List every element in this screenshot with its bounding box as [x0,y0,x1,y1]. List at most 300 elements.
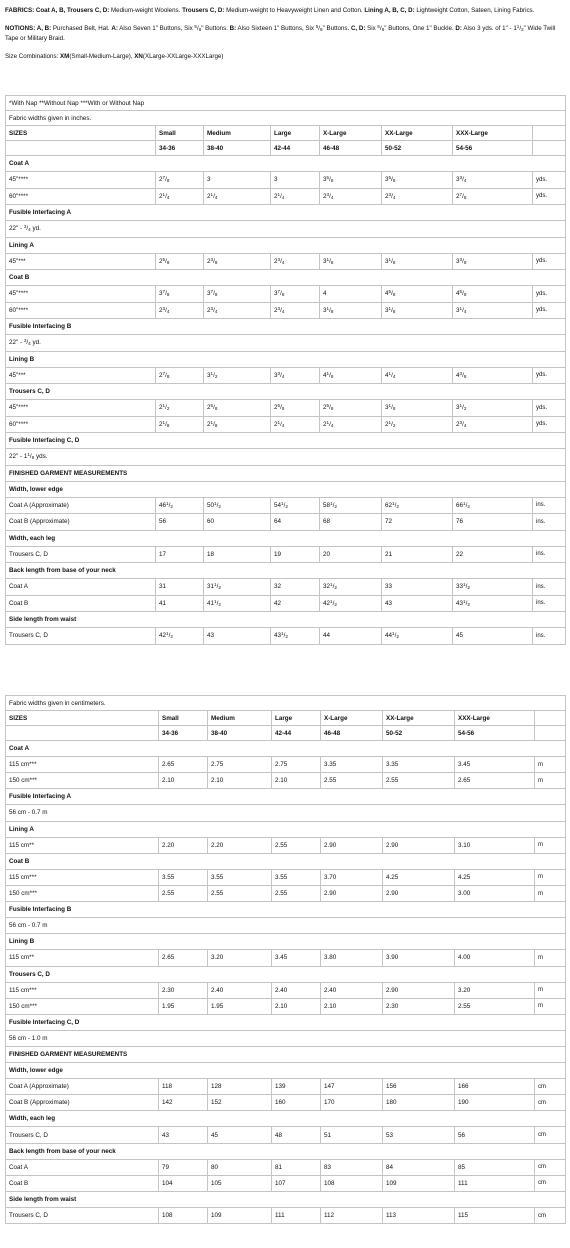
section-row [6,530,566,546]
interfacing-amount: 56 cm - 1.0 m [6,1030,566,1046]
row-label: 60"**** [6,188,156,205]
size-value: 80 [208,1159,272,1175]
table-row [6,400,566,417]
size-value: 3.35 [383,757,455,773]
size-value: $3^5/_8$ [382,172,453,189]
table-row [6,869,566,885]
size-value: 48 [272,1127,321,1143]
size-range: 54-56 [453,141,533,156]
unit-label: yds. [533,188,566,205]
note-row [6,1030,566,1046]
size-value: $2^5/_8$ [320,400,382,417]
sizes-range-row [6,141,566,156]
size-value: 3.45 [272,950,321,966]
notions-note: NOTIONS: A, B: Purchased Belt, Hat. A: Also Seven 1" Buttons, Six $^5/_8$" Buttons. B: Also Sixteen 1" Buttons, Six $^5/_8$" Buttons. C, D: Six $^5/_8$" Buttons, One 1" Buckle. D: Also 3 yds. of 1" - $1^1/_2$" Wide Twill Tape or Military Braid. [5,24,556,42]
size-value: 2.55 [208,885,272,901]
size-value: 68 [320,514,382,531]
size-value: $4^1/_8$ [320,367,382,384]
size-value: 1.95 [159,998,208,1014]
caption-row [6,111,566,126]
row-label: 150 cm*** [6,773,159,789]
section-row [6,1014,566,1030]
unit-label: cm [535,1208,566,1224]
row-label: 115 cm*** [6,757,159,773]
size-value: 139 [272,1079,321,1095]
size-value: $44^1/_2$ [382,628,453,645]
table-row [6,950,566,966]
size-name: Medium [208,711,272,726]
size-value: 2.20 [159,837,208,853]
size-range: 38-40 [204,141,271,156]
row-label: Coat B [6,1175,159,1191]
table-row [6,773,566,789]
size-value: $3^7/_8$ [156,286,204,303]
table-row [6,1208,566,1224]
yardage-table-inches [5,95,566,645]
table-row [6,286,566,303]
row-label: Coat A [6,1159,159,1175]
size-value: 19 [271,546,320,563]
size-value: $2^7/_8$ [453,188,533,205]
unit-label: yds. [533,253,566,270]
size-name: X-Large [321,711,383,726]
size-value: 85 [455,1159,535,1175]
size-value: 21 [382,546,453,563]
size-value: 118 [159,1079,208,1095]
size-value: 3.70 [321,869,383,885]
size-value: $33^1/_2$ [453,579,533,596]
size-value: $2^1/_8$ [204,416,271,433]
section-row [6,612,566,628]
section-row [6,902,566,918]
size-value: 43 [382,595,453,612]
table-row [6,837,566,853]
size-value: 2.10 [321,998,383,1014]
size-value: 22 [453,546,533,563]
section-heading: Coat A [6,741,566,757]
section-heading: Width, each leg [6,530,566,546]
table-row [6,982,566,998]
row-label: Coat B [6,595,156,612]
size-value: 107 [272,1175,321,1191]
row-label: 45"**** [6,286,156,303]
size-value: 108 [159,1208,208,1224]
row-label: Coat A (Approximate) [6,1079,159,1095]
unit-label: m [535,950,566,966]
size-value: 3.80 [321,950,383,966]
range-label-cell [6,726,159,741]
size-value: 147 [321,1079,383,1095]
unit-label: yds. [533,302,566,319]
size-value: 3.10 [455,837,535,853]
size-value: $2^5/_8$ [156,253,204,270]
row-label: 60"**** [6,416,156,433]
size-value: 32 [271,579,320,596]
section-row [6,1063,566,1079]
section-heading: Fusible Interfacing C, D [6,1014,566,1030]
section-row [6,966,566,982]
section-row [6,351,566,367]
table-row [6,1127,566,1143]
section-heading: Lining B [6,351,566,367]
unit-label: ins. [533,546,566,563]
table-row [6,579,566,596]
table-row [6,1159,566,1175]
legend-row [6,96,566,111]
unit-label: yds. [533,286,566,303]
table-row [6,416,566,433]
section-heading: Coat A [6,156,566,172]
size-value: 142 [159,1095,208,1111]
section-heading: Lining A [6,821,566,837]
size-value: 3.55 [208,869,272,885]
size-value: $2^1/_4$ [320,416,382,433]
unit-label: cm [535,1095,566,1111]
size-value: 18 [204,546,271,563]
size-value: $3^1/_2$ [453,400,533,417]
section-row [6,1192,566,1208]
interfacing-amount: 22" - $1^1/_8$ yds. [6,449,566,466]
size-value: $2^1/_4$ [271,188,320,205]
size-value: 160 [272,1095,321,1111]
size-value: 3.00 [455,885,535,901]
size-combinations-note: Size Combinations: XM(Small-Medium-Large), XN(XLarge-XXLarge-XXXLarge) [5,53,224,61]
size-name: Large [271,126,320,141]
header-spacer [535,711,566,726]
size-value: 115 [455,1208,535,1224]
size-value: $2^3/_4$ [320,188,382,205]
unit-label: m [535,837,566,853]
size-value: $43^1/_2$ [453,595,533,612]
interfacing-amount: 22" - $^3/_4$ yd. [6,335,566,352]
size-value: 105 [208,1175,272,1191]
size-value: 4.25 [455,869,535,885]
size-value: 180 [383,1095,455,1111]
table-row [6,302,566,319]
note-row [6,221,566,238]
size-value: 83 [321,1159,383,1175]
size-value: $4^5/_8$ [382,286,453,303]
size-value: 108 [321,1175,383,1191]
size-value: $2^1/_2$ [156,400,204,417]
size-value: 60 [204,514,271,531]
section-heading: Fusible Interfacing B [6,319,566,335]
pattern-notes [5,6,567,71]
size-name: XX-Large [382,126,453,141]
section-row [6,384,566,400]
size-range: 50-52 [383,726,455,741]
size-value: 170 [321,1095,383,1111]
size-value: 31 [156,579,204,596]
row-label: Trousers C, D [6,546,156,563]
size-value: 113 [383,1208,455,1224]
size-value: 2.10 [272,773,321,789]
section-row [6,563,566,579]
size-value: 43 [159,1127,208,1143]
sizes-header: SIZES [6,711,159,726]
unit-label: yds. [533,416,566,433]
row-label: 150 cm*** [6,885,159,901]
unit-label: cm [535,1127,566,1143]
yardage-table-centimeters [5,695,566,1224]
size-value: 45 [453,628,533,645]
section-heading: Side length from waist [6,612,566,628]
size-range: 50-52 [382,141,453,156]
section-heading: Trousers C, D [6,384,566,400]
unit-label: cm [535,1159,566,1175]
section-row [6,934,566,950]
row-label: Trousers C, D [6,1208,159,1224]
size-range: 34-36 [159,726,208,741]
size-value: 2.90 [321,885,383,901]
table-row [6,514,566,531]
size-name: Small [159,711,208,726]
size-range: 46-48 [320,141,382,156]
size-value: $43^1/_2$ [271,628,320,645]
row-label: 45"**** [6,400,156,417]
note-row [6,335,566,352]
table-row [6,1175,566,1191]
unit-label: m [535,885,566,901]
size-value: 111 [272,1208,321,1224]
table-row [6,595,566,612]
unit-label: cm [535,1079,566,1095]
size-value: $2^7/_8$ [156,367,204,384]
note-row [6,918,566,934]
size-value: $2^3/_4$ [156,302,204,319]
section-row [6,481,566,497]
size-value: $58^1/_2$ [320,497,382,514]
size-value: $2^1/_2$ [382,416,453,433]
row-label: Trousers C, D [6,628,156,645]
size-value: 20 [320,546,382,563]
size-value: 3 [271,172,320,189]
size-value: $31^1/_2$ [204,579,271,596]
size-value: 41 [156,595,204,612]
table-row [6,885,566,901]
table-row [6,998,566,1014]
unit-label: m [535,773,566,789]
size-value: $4^1/_4$ [382,367,453,384]
size-name: Medium [204,126,271,141]
size-value: 2.55 [383,773,455,789]
section-heading: Lining B [6,934,566,950]
size-name: XX-Large [383,711,455,726]
section-heading: Side length from waist [6,1192,566,1208]
size-value: $2^3/_8$ [204,253,271,270]
size-value: 190 [455,1095,535,1111]
size-value: $3^1/_8$ [382,253,453,270]
section-row [6,1047,566,1063]
section-row [6,789,566,805]
nap-legend: *With Nap **Without Nap ***With or Without Nap [6,96,566,111]
section-heading: Back length from base of your neck [6,563,566,579]
interfacing-amount: 22" - $^3/_4$ yd. [6,221,566,238]
unit-label: cm [535,1175,566,1191]
size-value: 2.10 [159,773,208,789]
unit-label: ins. [533,514,566,531]
section-heading: Coat B [6,853,566,869]
size-name: Small [156,126,204,141]
size-value: 2.55 [455,998,535,1014]
section-row [6,270,566,286]
size-value: $2^1/_4$ [156,188,204,205]
size-value: $66^1/_2$ [453,497,533,514]
table-row [6,172,566,189]
unit-label: m [535,757,566,773]
size-value: 53 [383,1127,455,1143]
size-value: 56 [455,1127,535,1143]
size-value: 104 [159,1175,208,1191]
size-value: $2^1/_8$ [156,416,204,433]
size-value: $3^1/_8$ [320,302,382,319]
size-value: 42 [271,595,320,612]
size-value: 2.10 [208,773,272,789]
row-label: Coat B (Approximate) [6,514,156,531]
size-range: 54-56 [455,726,535,741]
size-value: 2.55 [272,837,321,853]
table-row [6,497,566,514]
row-label: 45"**** [6,172,156,189]
size-range: 42-44 [271,141,320,156]
section-heading: Fusible Interfacing B [6,902,566,918]
row-label: 45"*** [6,253,156,270]
width-caption: Fabric widths given in inches. [6,111,566,126]
size-value: 3.90 [383,950,455,966]
size-value: $46^1/_2$ [156,497,204,514]
table-row [6,628,566,645]
size-value: $2^1/_4$ [204,188,271,205]
size-value: 17 [156,546,204,563]
size-value: 2.30 [159,982,208,998]
size-value: $3^7/_8$ [271,286,320,303]
size-value: $54^1/_2$ [271,497,320,514]
size-value: 79 [159,1159,208,1175]
range-spacer [533,141,566,156]
sizes-range-row [6,726,566,741]
size-value: $3^1/_8$ [382,302,453,319]
size-value: 111 [455,1175,535,1191]
row-label: 115 cm** [6,837,159,853]
unit-label: yds. [533,172,566,189]
size-value: $3^5/_8$ [320,172,382,189]
size-value: 2.40 [208,982,272,998]
table-row [6,546,566,563]
note-row [6,805,566,821]
size-value: 166 [455,1079,535,1095]
interfacing-amount: 56 cm - 0.7 m [6,918,566,934]
interfacing-amount: 56 cm - 0.7 m [6,805,566,821]
section-row [6,156,566,172]
size-value: 44 [320,628,382,645]
header-spacer [533,126,566,141]
unit-label: ins. [533,497,566,514]
sizes-header-row [6,711,566,726]
size-value: $2^7/_8$ [156,172,204,189]
size-value: 2.40 [272,982,321,998]
unit-label: m [535,982,566,998]
size-value: $3^7/_8$ [204,286,271,303]
size-value: 2.75 [272,757,321,773]
size-value: $41^1/_2$ [204,595,271,612]
size-value: $42^1/_2$ [320,595,382,612]
row-label: 60"**** [6,302,156,319]
section-heading: FINISHED GARMENT MEASUREMENTS [6,1047,566,1063]
unit-label: ins. [533,595,566,612]
table-row [6,253,566,270]
size-value: 3.35 [321,757,383,773]
size-value: $2^5/_8$ [204,400,271,417]
size-value: $3^3/_4$ [453,172,533,189]
size-value: 3.20 [208,950,272,966]
size-name: XXX-Large [455,711,535,726]
size-value: 2.30 [383,998,455,1014]
size-value: $42^1/_2$ [156,628,204,645]
sizes-header-row [6,126,566,141]
width-caption: Fabric widths given in centimeters. [6,696,566,711]
size-value: $2^5/_8$ [271,400,320,417]
table-row [6,1095,566,1111]
range-label-cell [6,141,156,156]
size-value: $3^3/_8$ [453,253,533,270]
size-value: 2.65 [159,950,208,966]
section-heading: Width, lower edge [6,481,566,497]
section-row [6,319,566,335]
unit-label: ins. [533,579,566,596]
section-row [6,821,566,837]
size-value: 2.55 [159,885,208,901]
size-value: 128 [208,1079,272,1095]
size-value: 109 [383,1175,455,1191]
section-row [6,237,566,253]
unit-label: yds. [533,400,566,417]
size-value: $2^3/_4$ [204,302,271,319]
table-row [6,757,566,773]
size-value: 2.75 [208,757,272,773]
row-label: 115 cm*** [6,869,159,885]
size-name: Large [272,711,321,726]
range-spacer [535,726,566,741]
size-value: 56 [156,514,204,531]
size-value: 1.95 [208,998,272,1014]
note-row [6,449,566,466]
size-name: XXX-Large [453,126,533,141]
table-row [6,1079,566,1095]
size-value: 152 [208,1095,272,1111]
section-heading: Fusible Interfacing A [6,789,566,805]
size-value: 109 [208,1208,272,1224]
section-row [6,741,566,757]
size-value: $2^3/_4$ [382,188,453,205]
size-value: 4.00 [455,950,535,966]
section-heading: FINISHED GARMENT MEASUREMENTS [6,465,566,481]
size-value: 2.20 [208,837,272,853]
section-heading: Fusible Interfacing C, D [6,433,566,449]
size-value: $2^3/_4$ [453,416,533,433]
size-value: 64 [271,514,320,531]
size-value: 45 [208,1127,272,1143]
row-label: Trousers C, D [6,1127,159,1143]
unit-label: m [535,869,566,885]
row-label: 150 cm*** [6,998,159,1014]
size-value: $4^3/_8$ [453,367,533,384]
size-value: 2.90 [383,837,455,853]
section-heading: Fusible Interfacing A [6,205,566,221]
size-value: 2.10 [272,998,321,1014]
row-label: Coat A [6,579,156,596]
section-row [6,433,566,449]
size-value: 33 [382,579,453,596]
